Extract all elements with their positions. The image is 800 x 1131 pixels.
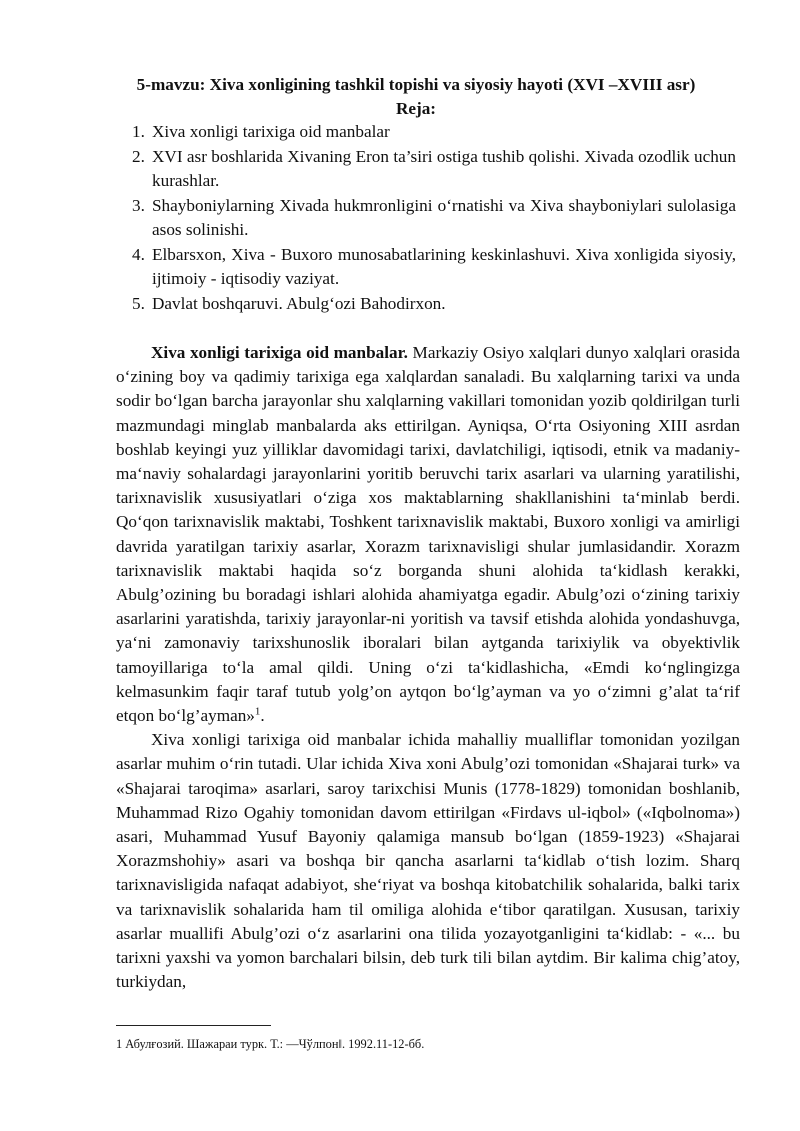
plan-item <box>124 292 736 317</box>
paragraph-1-text: Markaziy Osiyo xalqlari dunyo xalqlari orasida o‘zining boy va qadimiy tarixiga ega xalqlardan sanaladi. Bu xalqlarning tarixi va unda sodir bo‘lgan barcha jarayonlar shu xalqlarning vakillari tomonidan yozib qoldirilgan turli mazmundagi minglab manbalarda aks ettirilgan. Ayniqsa, O‘rta Osiyoning XIII asrdan boshlab keyingi yuz yilliklar davomidagi tarixi, davlatchiligi, iqtisodi, etnik va madaniy-ma‘naviy sohalardagi jarayonlarini yoritib beruvchi tarix asarlari va ularning yaratilishi, tarixnavislik xususiyatlari o‘ziga xos maktablarning shakllanishini ta‘minlab berdi. Qo‘qon tarixnavislik maktabi, Toshkent tarixnavislik maktabi, Buxoro xonligi va amirligi davrida yaratilgan tarixiy asarlar, Xorazm tarixnavisligi shular jumlasidandir. Xorazm tarixnavislik maktabi haqida so‘z borganda shuni alohida ta‘kidlash kerakki, Abulg’ozining bu boradagi ishlari alohida ahamiyatga egadir. Abulg’ozi o‘zining tarixiy asarlarini yaratishda, tarixiy jarayonlar-ni yoritish va tavsif etishda alohida yondashuvga, ya‘ni zamonaviy tarixshunoslik iboralari bilan aytganda tarixiylik va obyektivlik tamoyillariga to‘la amal qildi. Uning o‘zi ta‘kidlashicha, «Emdi ko‘nglingizga kelmasunkim faqir taraf tutub yolg’on aytqon bo‘lg’ayman va yo o‘zimni g’alat ta‘rif etqon bo‘lg’ayman» <box>116 343 740 726</box>
plan-item-number: 4. <box>132 244 145 264</box>
plan-item <box>124 120 736 145</box>
paragraph-2: Xiva xonligi tarixiga oid manbalar ichida mahalliy mualliflar tomonidan yozilgan asarlar muhim o‘rin tutadi. Ular ichida Xiva xoni Abulg’ozi tomonidan «Shajarai turk» va «Shajarai taroqima» asarlari, saroy tarixchisi Munis (1778-1829) tomonidan boshlanib, Muhammad Rizo Ogahiy tomonidan davom ettirilgan «Firdavs ul-iqbol» («Iqbolnoma») asari, Muhammad Yusuf Bayoniy qalamiga mansub bo‘lgan (1859-1923) «Shajarai Xorazmshohiy» asari va boshqa bir qancha asarlarni ta‘kidlab o‘tish lozim. Sharq tarixnavisligida nafaqat adabiyot, she‘riyat va boshqa kitobatchilik sohalarida, balki tarix va tarixnavislik sohalarida ham til omiliga alohida e‘tibor qaratilgan. Xususan, tarixiy asarlar muallifi Abulg’ozi o‘z asarlarini ona tilida yozayotganligini ta‘kidlab: - «... bu tarixni yaxshi va yomon barchalari bilsin, deb turk tili bilan aytdim. Bir kalima chig’atoy, turkiydan, <box>116 730 740 992</box>
plan-item-number: 5. <box>132 293 145 313</box>
page-title: 5-mavzu: Xiva xonligining tashkil topishi va siyosiy hayoti (XVI –XVIII asr) <box>136 75 696 94</box>
plan-item-number: 2. <box>132 146 145 166</box>
plan-heading: Reja: <box>395 99 437 118</box>
paragraph-1-end: . <box>260 706 265 726</box>
plan-item <box>124 243 736 292</box>
body-text <box>116 341 740 994</box>
plan-item-text: Xiva xonligi tarixiga oid manbalar <box>152 122 390 141</box>
plan-list <box>124 120 736 316</box>
footnote: 1 Абулғозий. Шажараи турк. Т.: ―Чўлпонǁ. 1992.11-12-бб. <box>116 1037 425 1051</box>
plan-item-number: 1. <box>132 122 145 141</box>
plan-item-number: 3. <box>132 195 145 215</box>
plan-item-text: Elbarsxon, Xiva - Buxoro munosabatlarining keskinlashuvi. Xiva xonligida siyosiy, ijtimoiy - iqtisodiy vaziyat. <box>152 244 736 288</box>
footnote-ref[interactable]: 1 <box>254 705 261 718</box>
plan-item <box>124 145 736 194</box>
plan-item-text: Shayboniylarning Xivada hukmronligini o‘rnatishi va Xiva shayboniylari sulolasiga asos solinishi. <box>152 195 736 239</box>
plan-item-text: XVI asr boshlarida Xivaning Eron ta’siri ostiga tushib qolishi. Xivada ozodlik uchun kurashlar. <box>152 146 736 190</box>
footnote-divider <box>116 1025 271 1026</box>
plan-item-text: Davlat boshqaruvi. Abulg‘ozi Bahodirxon. <box>152 293 446 313</box>
plan-item <box>124 194 736 243</box>
section-heading: Xiva xonligi tarixiga oid manbalar. <box>151 343 408 362</box>
paragraph-1 <box>116 341 740 728</box>
